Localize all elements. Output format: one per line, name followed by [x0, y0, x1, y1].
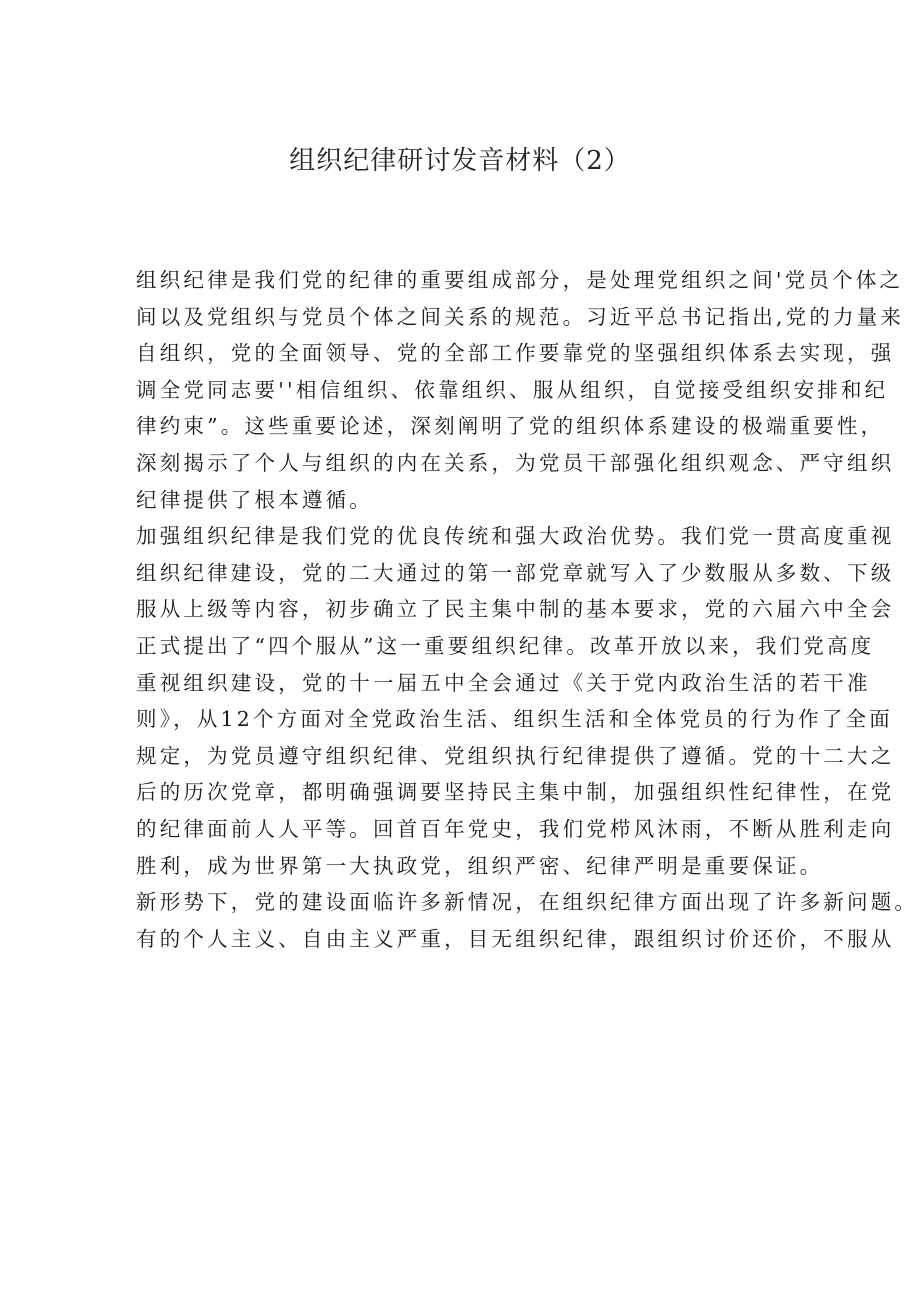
text-line: 则》，从12个方面对全党政治生活、组织生活和全体党员的行为作了全面	[136, 707, 893, 732]
text-line: 组织纪律是我们党的纪律的重要组成部分，是处理党组织之间'党员个体之	[136, 268, 904, 292]
text-line: 服从上级等内容，初步确立了民主集中制的基本要求，党的六届六中全会	[136, 597, 895, 622]
text-line: 正式提出了“四个服从”这一重要组织纪律。改革开放以来，我们党高度	[136, 633, 875, 658]
text-line: 胜利，成为世界第一大执政党，组织严密、纪律严明是重要保证。	[136, 853, 824, 878]
text-line: 自组织，党的全面领导、党的全部工作要靠党的坚强组织体系去实现，强	[136, 341, 895, 366]
text-line: 调全党同志要''相信组织、依靠组织、服从组织，自觉接受组织安排和纪	[136, 377, 889, 402]
text-line: 间以及党组织与党员个体之间关系的规范。习近平总书记指出,党的力量来	[136, 304, 905, 329]
text-line: 有的个人主义、自由主义严重，目无组织纪律，跟组织讨价还价，不服从	[136, 926, 895, 951]
document-title: 组织纪律研讨发音材料（2）	[289, 146, 631, 176]
text-line: 新形势下，党的建设面临许多新情况，在组织纪律方面出现了许多新问题。	[136, 890, 919, 915]
text-line: 后的历次党章，都明确强调要坚持民主集中制，加强组织性纪律性，在党	[136, 780, 895, 805]
paragraph-2	[136, 518, 895, 884]
text-line: 纪律提供了根本遵循。	[136, 487, 373, 512]
text-line: 重视组织建设，党的十一届五中全会通过《关于党内政治生活的若干准	[136, 670, 871, 695]
text-line: 组织纪律建设，党的二大通过的第一部党章就写入了少数服从多数、下级	[136, 560, 895, 585]
text-line: 规定，为党员遵守组织纪律、党组织执行纪律提供了遵循。党的十二大之	[136, 743, 895, 768]
text-line: 律约束”。这些重要论述，深刻阐明了党的组织体系建设的极端重要性，	[136, 414, 885, 439]
text-line: 的纪律面前人人平等。回首百年党史，我们党栉风沐雨，不断从胜利走向	[136, 816, 895, 841]
text-line: 加强组织纪律是我们党的优良传统和强大政治优势。我们党一贯高度重视	[136, 524, 895, 549]
paragraph-1	[136, 262, 905, 518]
paragraph-3	[136, 884, 919, 957]
text-line: 深刻揭示了个人与组织的内在关系，为党员干部强化组织观念、严守组织	[136, 450, 895, 475]
document-body	[136, 262, 919, 957]
